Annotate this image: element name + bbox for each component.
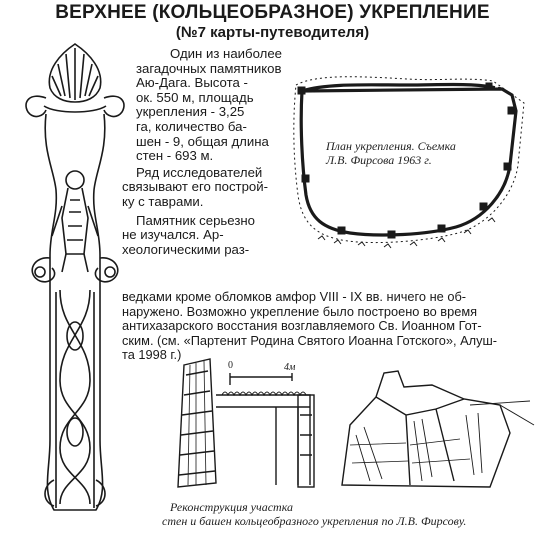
text-line: Памятник серьезно <box>136 212 255 228</box>
text-line: ским. (см. «Партенит Родина Святого Иоанна Готского», Алуш- <box>122 332 498 348</box>
para-2 <box>122 166 282 210</box>
text-line: ку с таврами. <box>122 193 204 209</box>
text-line: га, количество ба- <box>136 118 247 134</box>
text-line: та 1998 г.) <box>122 347 182 363</box>
page-title: ВЕРХНЕЕ (КОЛЬЦЕОБРАЗНОЕ) УКРЕПЛЕНИЕ <box>55 2 490 23</box>
text-line: не изучался. Ар- <box>122 227 224 243</box>
text-line: ведками кроме обломков амфор VIII - IX вв. ничего не об- <box>122 289 467 304</box>
text-line: Аю-Дага. Высота - <box>136 75 248 91</box>
plan-caption <box>326 139 506 167</box>
para-1 <box>122 47 282 164</box>
text-column-narrow <box>122 47 282 257</box>
text-line: антихазарского восстания возглавляемого Св. Иоанном Гот- <box>122 318 482 334</box>
scale-end-label: 4м <box>284 362 296 373</box>
text-line: связывают его построй- <box>122 179 269 195</box>
text-line: загадочных памятников <box>136 60 282 76</box>
text-line: Ряд исследователей <box>136 164 263 180</box>
ornamental-stele-illustration <box>16 40 134 520</box>
caption-line: Л.В. Фирсова 1963 г. <box>326 153 432 167</box>
caption-line: Реконструкция участка <box>170 500 294 514</box>
para-3-start <box>122 214 282 258</box>
scale-zero-label: 0 <box>228 360 233 371</box>
text-line: шен - 9, общая длина <box>136 133 269 149</box>
text-line: укрепления - 3,25 <box>136 104 245 120</box>
caption-line: План укрепления. Съемка <box>326 139 456 153</box>
caption-line: стен и башен кольцеобразного укрепления по Л.В. Фирсову. <box>162 514 467 528</box>
wall-reconstruction-illustration <box>170 355 540 495</box>
text-line: Один из наиболее <box>170 46 282 61</box>
text-line: ок. 550 м, площадь <box>136 89 254 105</box>
text-line: наружено. Возможно укрепление было построено во время <box>122 303 478 319</box>
text-line: стен - 693 м. <box>136 148 214 164</box>
para-3-continued <box>122 290 534 363</box>
text-line: хеологическими раз- <box>122 241 250 257</box>
page-subtitle: (№7 карты-путеводителя) <box>175 24 370 41</box>
reconstruction-caption <box>162 500 542 528</box>
